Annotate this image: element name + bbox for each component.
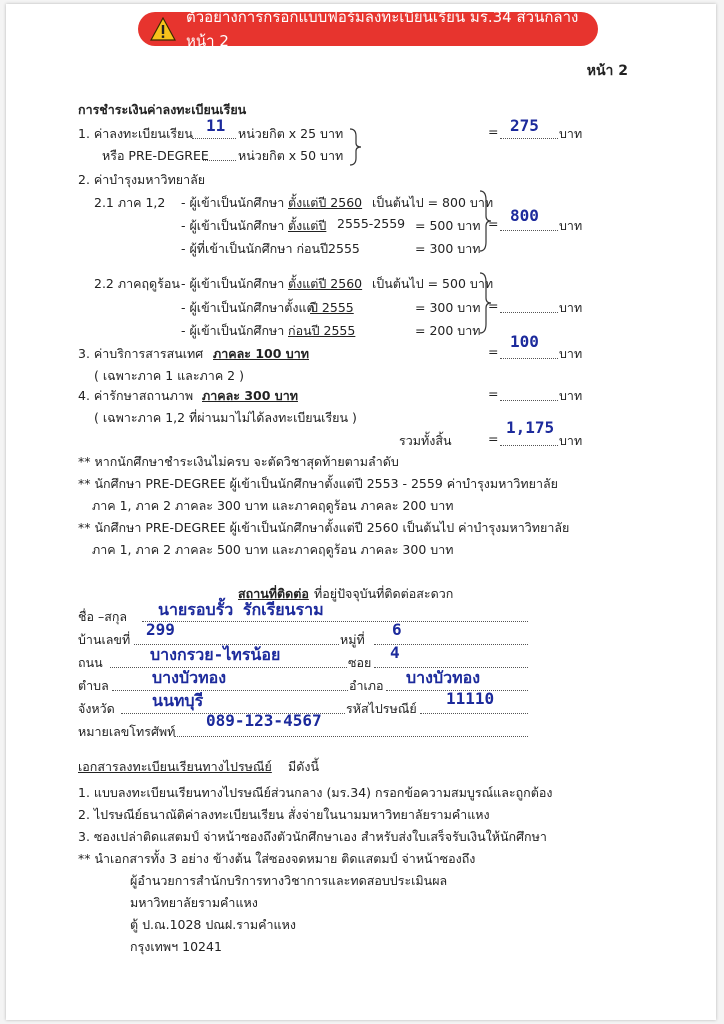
address-line: มหาวิทยาลัยรามคำแหง bbox=[130, 895, 258, 910]
amphoe-value: บางบัวทอง bbox=[406, 668, 481, 687]
doc-item: 1. แบบลงทะเบียนเรียนทางไปรษณีย์ส่วนกลาง (มร.34) กรอกข้อความสมบูรณ์และถูกต้อง bbox=[78, 785, 553, 800]
banner-text: ตัวอย่างการกรอกแบบฟอร์มลงทะเบียนเรียน มร.34 ส่วนกลาง หน้า 2 bbox=[186, 8, 579, 50]
predegree-rate: หน่วยกิต x 50 บาท bbox=[238, 148, 344, 163]
brace-icon bbox=[348, 128, 362, 166]
page-number: หน้า 2 bbox=[586, 63, 628, 79]
doc-item: 3. ซองเปล่าติดแสตมป์ จ่าหน้าซองถึงตัวนักศึกษาเอง สำหรับส่งใบเสร็จรับเงินให้นักศึกษา bbox=[78, 829, 547, 844]
phone-value: 089-123-4567 bbox=[206, 711, 322, 730]
note-line: ** นักศึกษา PRE-DEGREE ผู้เข้าเป็นนักศึกษาตั้งแต่ปี 2553 - 2559 ค่าบำรุงมหาวิทยาลัย bbox=[78, 476, 558, 491]
item1-label: 1. ค่าลงทะเบียนเรียน bbox=[78, 126, 193, 141]
doc-item: 2. ไปรษณีย์ธนาณัติค่าลงทะเบียนเรียน สั่งจ่ายในนามมหาวิทยาลัยรามคำแหง bbox=[78, 807, 490, 822]
sem-b-label: 2.2 ภาคฤดูร้อน bbox=[94, 276, 180, 291]
item4-label: 4. ค่ารักษาสถานภาพ bbox=[78, 388, 194, 403]
item3-rate: ภาคละ 100 บาท bbox=[213, 346, 309, 361]
item3-note: ( เฉพาะภาค 1 และภาค 2 ) bbox=[94, 368, 244, 383]
tambon-value: บางบัวทอง bbox=[152, 668, 227, 687]
item4-rate: ภาคละ 300 บาท bbox=[202, 388, 298, 403]
postal-docs-heading: เอกสารลงทะเบียนเรียนทางไปรษณีย์ bbox=[78, 759, 272, 774]
house-value: 299 bbox=[146, 620, 175, 639]
sem-a-label: 2.1 ภาค 1,2 bbox=[94, 195, 166, 210]
item1-rate: หน่วยกิต x 25 บาท bbox=[238, 126, 344, 141]
total-amount: 1,175 bbox=[506, 418, 555, 437]
item1-amount: 275 bbox=[510, 116, 539, 135]
postal-value: 11110 bbox=[446, 689, 495, 708]
item2-label: 2. ค่าบำรุงมหาวิทยาลัย bbox=[78, 172, 206, 187]
contact-heading: สถานที่ติดต่อ bbox=[238, 586, 309, 601]
address-line: ผู้อำนวยการสำนักบริการทางวิชาการและทดสอบประเมินผล bbox=[130, 873, 448, 888]
moo-value: 6 bbox=[392, 620, 402, 639]
note-line: ** หากนักศึกษาชำระเงินไม่ครบ จะตัดวิชาสุดท้ายตามลำดับ bbox=[78, 454, 399, 469]
credits-value: 11 bbox=[206, 116, 226, 135]
payment-heading: การชำระเงินค่าลงทะเบียนเรียน bbox=[78, 102, 247, 117]
item2-amount: 800 bbox=[510, 206, 539, 225]
warning-icon bbox=[150, 17, 176, 41]
note-line: ** นักศึกษา PRE-DEGREE ผู้เข้าเป็นนักศึกษาตั้งแต่ปี 2560 เป็นต้นไป ค่าบำรุงมหาวิทยาลัย bbox=[78, 520, 570, 535]
name-value: นายรอบรั้ว รักเรียนราม bbox=[158, 600, 324, 619]
warning-banner bbox=[138, 8, 598, 50]
item3-amount: 100 bbox=[510, 332, 539, 351]
note-line: ภาค 1, ภาค 2 ภาคละ 300 บาท และภาคฤดูร้อน ภาคละ 200 บาท bbox=[92, 498, 454, 513]
road-value: บางกรวย-ไทรน้อย bbox=[150, 645, 281, 664]
soi-value: 4 bbox=[390, 643, 400, 662]
address-line: กรุงเทพฯ 10241 bbox=[130, 939, 222, 954]
total-label: รวมทั้งสิ้น bbox=[399, 433, 452, 448]
province-value: นนทบุรี bbox=[152, 691, 204, 710]
address-line: ตู้ ป.ณ.1028 ปณฝ.รามคำแหง bbox=[130, 917, 296, 932]
note-line: ภาค 1, ภาค 2 ภาคละ 500 บาท และภาคฤดูร้อน ภาคละ 300 บาท bbox=[92, 542, 454, 557]
item3-label: 3. ค่าบริการสารสนเทศ bbox=[78, 346, 204, 361]
predegree-label: หรือ PRE-DEGREE bbox=[102, 148, 209, 163]
form-page: ตัวอย่างการกรอกแบบฟอร์มลงทะเบียนเรียน มร.34 ส่วนกลาง หน้า 2 หน้า 2 การชำระเงินค่าลงทะเบียนเรียน 1. ค่าลงทะเบียนเรียน 11 หน่วยกิต x 25 บาท หรือ PRE-DEGREE หน่วยกิต x 50 บาท = 275 บาท 2. ค่าบำรุงมหาวิทยาลัย 2.1 ภาค 1,2 - ผู้เข้าเป็นนักศึกษา ตั้งแต่ปี 2560 เป็นต้นไป = 800 บาท - ผู้เข้าเป็นนักศึกษา ตั้งแต่ปี 2555-2559 = 500 บาท - ผู้ที่เข้าเป็นนักศึกษา ก่อนปี2555 = 300 บาท = 800 บาท 2.2 ภาคฤดูร้อน - ผู้เข้าเป็นนักศึกษา ตั้งแต่ปี 2560 เป็นต้นไป = 500 บาท - ผู้เข้าเป็นนักศึกษาตั้งแต่ ปี 2555 = 300 บาท - ผู้เข้าเป็นนักศึกษา ก่อนปี 2555 = 200 บาท = บาท 3. ค่าบริการสารสนเทศ ภาคละ 100 บาท = 100 บาท ( เฉพาะภาค 1 และภาค 2 ) 4. ค่ารักษาสถานภาพ ภาคละ 300 บาท = บาท ( เฉพาะภาค 1,2 ที่ผ่านมาไม่ได้ลงทะเบียนเรียน ) รวมทั้งสิ้น = 1,175 บาท ** หากนักศึกษาชำระเงินไม่ครบ จะตัดวิชาสุดท้ายตามลำดับ ** นักศึกษา PRE-DEGREE ผู้เข้าเป็นนักศึกษาตั้งแต่ปี 2553 - 2559 ค่าบำรุงมหาวิทยาลัย ภาค 1, ภาค 2 ภาคละ 300 บาท และภาคฤดูร้อน ภาคละ 200 บาท ** นักศึกษา PRE-DEGREE ผู้เข้าเป็นนักศึกษาตั้งแต่ปี 2560 เป็นต้นไป ค่าบำรุงมหาวิทยาลัย ภาค 1, ภาค 2 ภาคละ 500 บาท และภาคฤดูร้อน ภาคละ 300 บาท สถานที่ติดต่อ ที่อยู่ปัจจุบันที่ติดต่อสะดวก ชื่อ –สกุล นายรอบรั้ว รักเรียนราม บ้านเลขที่ 299 หมู่ที่ 6 ถนน บางกรวย-ไทรน้อย ซอย 4 ตำบล บางบัวทอง อำเภอ บางบัวทอง จังหวัด นนทบุรี รหัสไปรษณีย์ 11110 หมายเลขโทรศัพท์ 089-123-4567 เอกสารลงทะเบียนเรียนทางไปรษณีย์ มีดังนี้ 1. แบบลงทะเบียนเรียนทางไปรษณีย์ส่วนกลาง (มร.34) กรอกข้อความสมบูรณ์และถูกต้อง 2. ไปรษณีย์ธนาณัติค่าลงทะเบียนเรียน สั่งจ่ายในนามมหาวิทยาลัยรามคำแหง 3. ซองเปล่าติดแสตมป์ จ่าหน้าซองถึงตัวนักศึกษาเอง สำหรับส่งใบเสร็จรับเงินให้นักศึกษา ** นำเอกสารทั้ง 3 อย่าง ข้างต้น ใส่ซองจดหมาย ติดแสตมป์ จ่าหน้าซองถึง ผู้อำนวยการสำนักบริการทางวิชาการและทดสอบประเมินผล มหาวิทยาลัยรามคำแหง ตู้ ป.ณ.1028 ปณฝ.รามคำแหง กรุงเทพฯ 10241 bbox=[6, 4, 716, 1020]
doc-note: ** นำเอกสารทั้ง 3 อย่าง ข้างต้น ใส่ซองจดหมาย ติดแสตมป์ จ่าหน้าซองถึง bbox=[78, 851, 476, 866]
item4-note: ( เฉพาะภาค 1,2 ที่ผ่านมาไม่ได้ลงทะเบียนเรียน ) bbox=[94, 410, 357, 425]
